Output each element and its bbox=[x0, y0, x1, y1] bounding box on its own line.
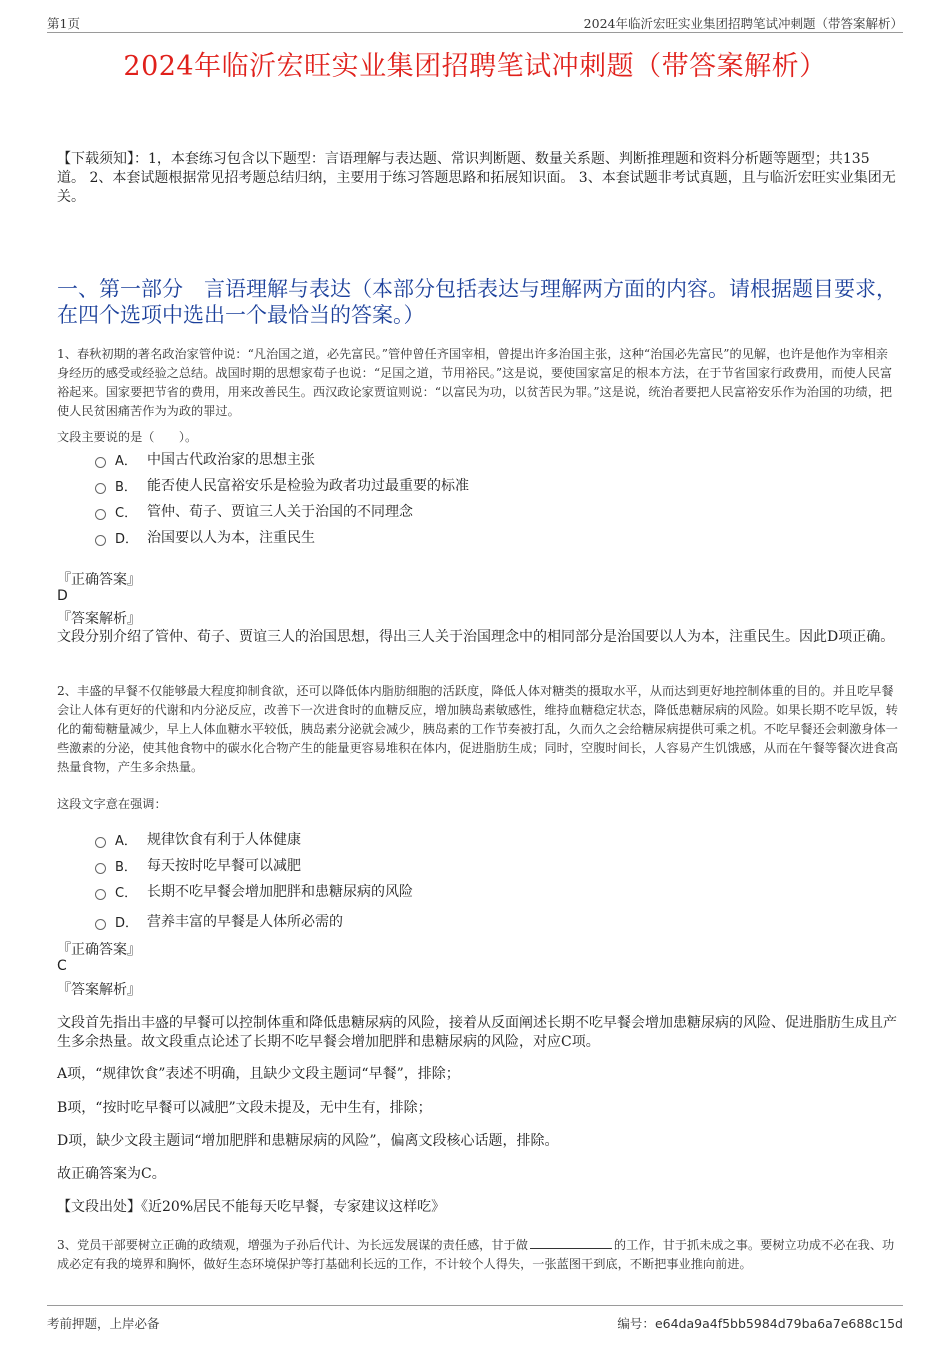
option-c[interactable]: C． 管仲、荀子、贾谊三人关于治国的不同理念 bbox=[95, 498, 469, 524]
option-c[interactable]: C． 长期不吃早餐会增加肥胖和患糖尿病的风险 bbox=[95, 878, 413, 904]
option-a[interactable]: A． 规律饮食有利于人体健康 bbox=[95, 826, 413, 852]
question-2-text: 2、丰盛的早餐不仅能够最大程度抑制食欲，还可以降低体内脂肪细胞的活跃度，降低人体对糖类的摄取水平，从而达到更好地控制体重的目的。并且吃早餐会让人体有更好的代谢和内分泌反应，改善下一次进食时的血糖反应，增加胰岛素敏感性，维持血糖稳定状态，降低患糖尿病的风险。如果长期不吃早饭，转化的葡萄糖量减少，早上人体血糖水平较低，胰岛素分泌就会减少，胰岛素的工作节奏被打乱，久而久之会给糖尿病提供可乘之机。不吃早餐还会刺激身体一些激素的分泌，使其他食物中的碳水化合物产生的能量更容易堆积在体内，促进脂肪生成；同时，空腹时间长，人容易产生饥饿感，从而在午餐等餐次进食高热量食物，产生多余热量。 bbox=[57, 684, 898, 774]
radio-icon[interactable] bbox=[95, 457, 106, 468]
section-title: 一、第一部分 言语理解与表达（本部分包括表达与理解两方面的内容。请根据题目要求，在四个选项中选出一个最恰当的答案。） bbox=[57, 277, 897, 327]
analysis-label: 『答案解析』 bbox=[57, 982, 141, 998]
option-d[interactable]: D． 治国要以人为本，注重民生 bbox=[95, 524, 469, 550]
radio-icon[interactable] bbox=[95, 889, 106, 900]
answer-label: 『正确答案』 bbox=[57, 572, 141, 588]
passage-source: 【文段出处】《近20%居民不能每天吃早餐，专家建议这样吃》 bbox=[57, 1199, 446, 1215]
option-b[interactable]: B． 能否使人民富裕安乐是检验为政者功过最重要的标准 bbox=[95, 472, 469, 498]
fill-blank[interactable] bbox=[530, 1236, 612, 1249]
option-a[interactable]: A． 中国古代政治家的思想主张 bbox=[95, 446, 469, 472]
option-d[interactable]: D． 营养丰富的早餐是人体所必需的 bbox=[95, 908, 413, 934]
radio-icon[interactable] bbox=[95, 483, 106, 494]
page-number: 第1页 bbox=[47, 16, 80, 31]
answer-value: D bbox=[57, 588, 68, 604]
analysis-text: 文段首先指出丰盛的早餐可以控制体重和降低患糖尿病的风险，接着从反面阐述长期不吃早餐会增加患糖尿病的风险、促进脂肪生成且产生多余热量。故文段重点论述了长期不吃早餐会增加肥胖和患糖尿病的风险，对应C项。 bbox=[57, 1015, 897, 1050]
conclusion: 故正确答案为C。 bbox=[57, 1166, 166, 1182]
document-title: 2024年临沂宏旺实业集团招聘笔试冲刺题（带答案解析） bbox=[123, 51, 827, 82]
footer-code: 编号：e64da9a4f5bb5984d79ba6a7e688c15d bbox=[617, 1316, 903, 1331]
radio-icon[interactable] bbox=[95, 837, 106, 848]
header-doc-title: 2024年临沂宏旺实业集团招聘笔试冲刺题（带答案解析） bbox=[583, 16, 903, 31]
question-2-stem: 这段文字意在强调： bbox=[57, 797, 167, 811]
question-2-options bbox=[95, 826, 413, 934]
analysis-label: 『答案解析』 bbox=[57, 611, 141, 627]
question-1-stem: 文段主要说的是（ ）。 bbox=[57, 430, 198, 444]
analysis-text: 文段分别介绍了管仲、荀子、贾谊三人的治国思想，得出三人关于治国理念中的相同部分是治国要以人为本，注重民生。因此D项正确。 bbox=[57, 629, 895, 645]
answer-value: C bbox=[57, 958, 67, 974]
option-a-note: A项，“规律饮食”表述不明确，且缺少文段主题词“早餐”，排除； bbox=[57, 1066, 460, 1082]
radio-icon[interactable] bbox=[95, 863, 106, 874]
footer-slogan: 考前押题，上岸必备 bbox=[47, 1316, 160, 1331]
option-d-note: D项，缺少文段主题词“增加肥胖和患糖尿病的风险”，偏离文段核心话题，排除。 bbox=[57, 1133, 559, 1149]
radio-icon[interactable] bbox=[95, 509, 106, 520]
option-b-note: B项，“按时吃早餐可以减肥”文段未提及，无中生有，排除； bbox=[57, 1100, 432, 1116]
page-footer bbox=[47, 1305, 903, 1332]
question-1-options bbox=[95, 446, 469, 550]
radio-icon[interactable] bbox=[95, 919, 106, 930]
download-notice: 【下载须知】：1，本套练习包含以下题型：言语理解与表达题、常识判断题、数量关系题、判断推理题和资料分析题等题型；共135道。 2、本套试题根据常见招考题总结归纳，主要用于练习答题思路和拓展知识面。 3、本套试题非考试真题，且与临沂宏旺实业集团无关。 bbox=[57, 151, 896, 205]
question-1-text: 1、春秋初期的著名政治家管仲说：“凡治国之道，必先富民。”管仲曾任齐国宰相，曾提出许多治国主张，这种“治国必先富民”的见解，也许是他作为宰相亲身经历的感受或经验之总结。战国时期的思想家荀子也说：“足国之道，节用裕民。”这是说，要使国家富足的根本方法，在于节省国家行政费用，而使人民富裕起来。国家要把节省的费用，用来改善民生。西汉政论家贾谊则说：“以富民为功，以贫苦民为罪。”这是说，统治者要把人民富裕安乐作为治国的功绩，把使人民贫困痛苦作为为政的罪过。 bbox=[57, 347, 893, 418]
answer-label: 『正确答案』 bbox=[57, 942, 141, 958]
option-b[interactable]: B． 每天按时吃早餐可以减肥 bbox=[95, 852, 413, 878]
radio-icon[interactable] bbox=[95, 535, 106, 546]
question-3-text: 3、党员干部要树立正确的政绩观，增强为子孙后代计、为长远发展谋的责任感，甘于做 的工作，甘于抓未成之事。要树立功成不必在我、功成必定有我的境界和胸怀，做好生态环境保护等打基础利长远的工作，不计较个人得失，一张蓝图干到底，不断把事业推向前进。 bbox=[57, 1238, 895, 1271]
page-header bbox=[47, 14, 903, 33]
